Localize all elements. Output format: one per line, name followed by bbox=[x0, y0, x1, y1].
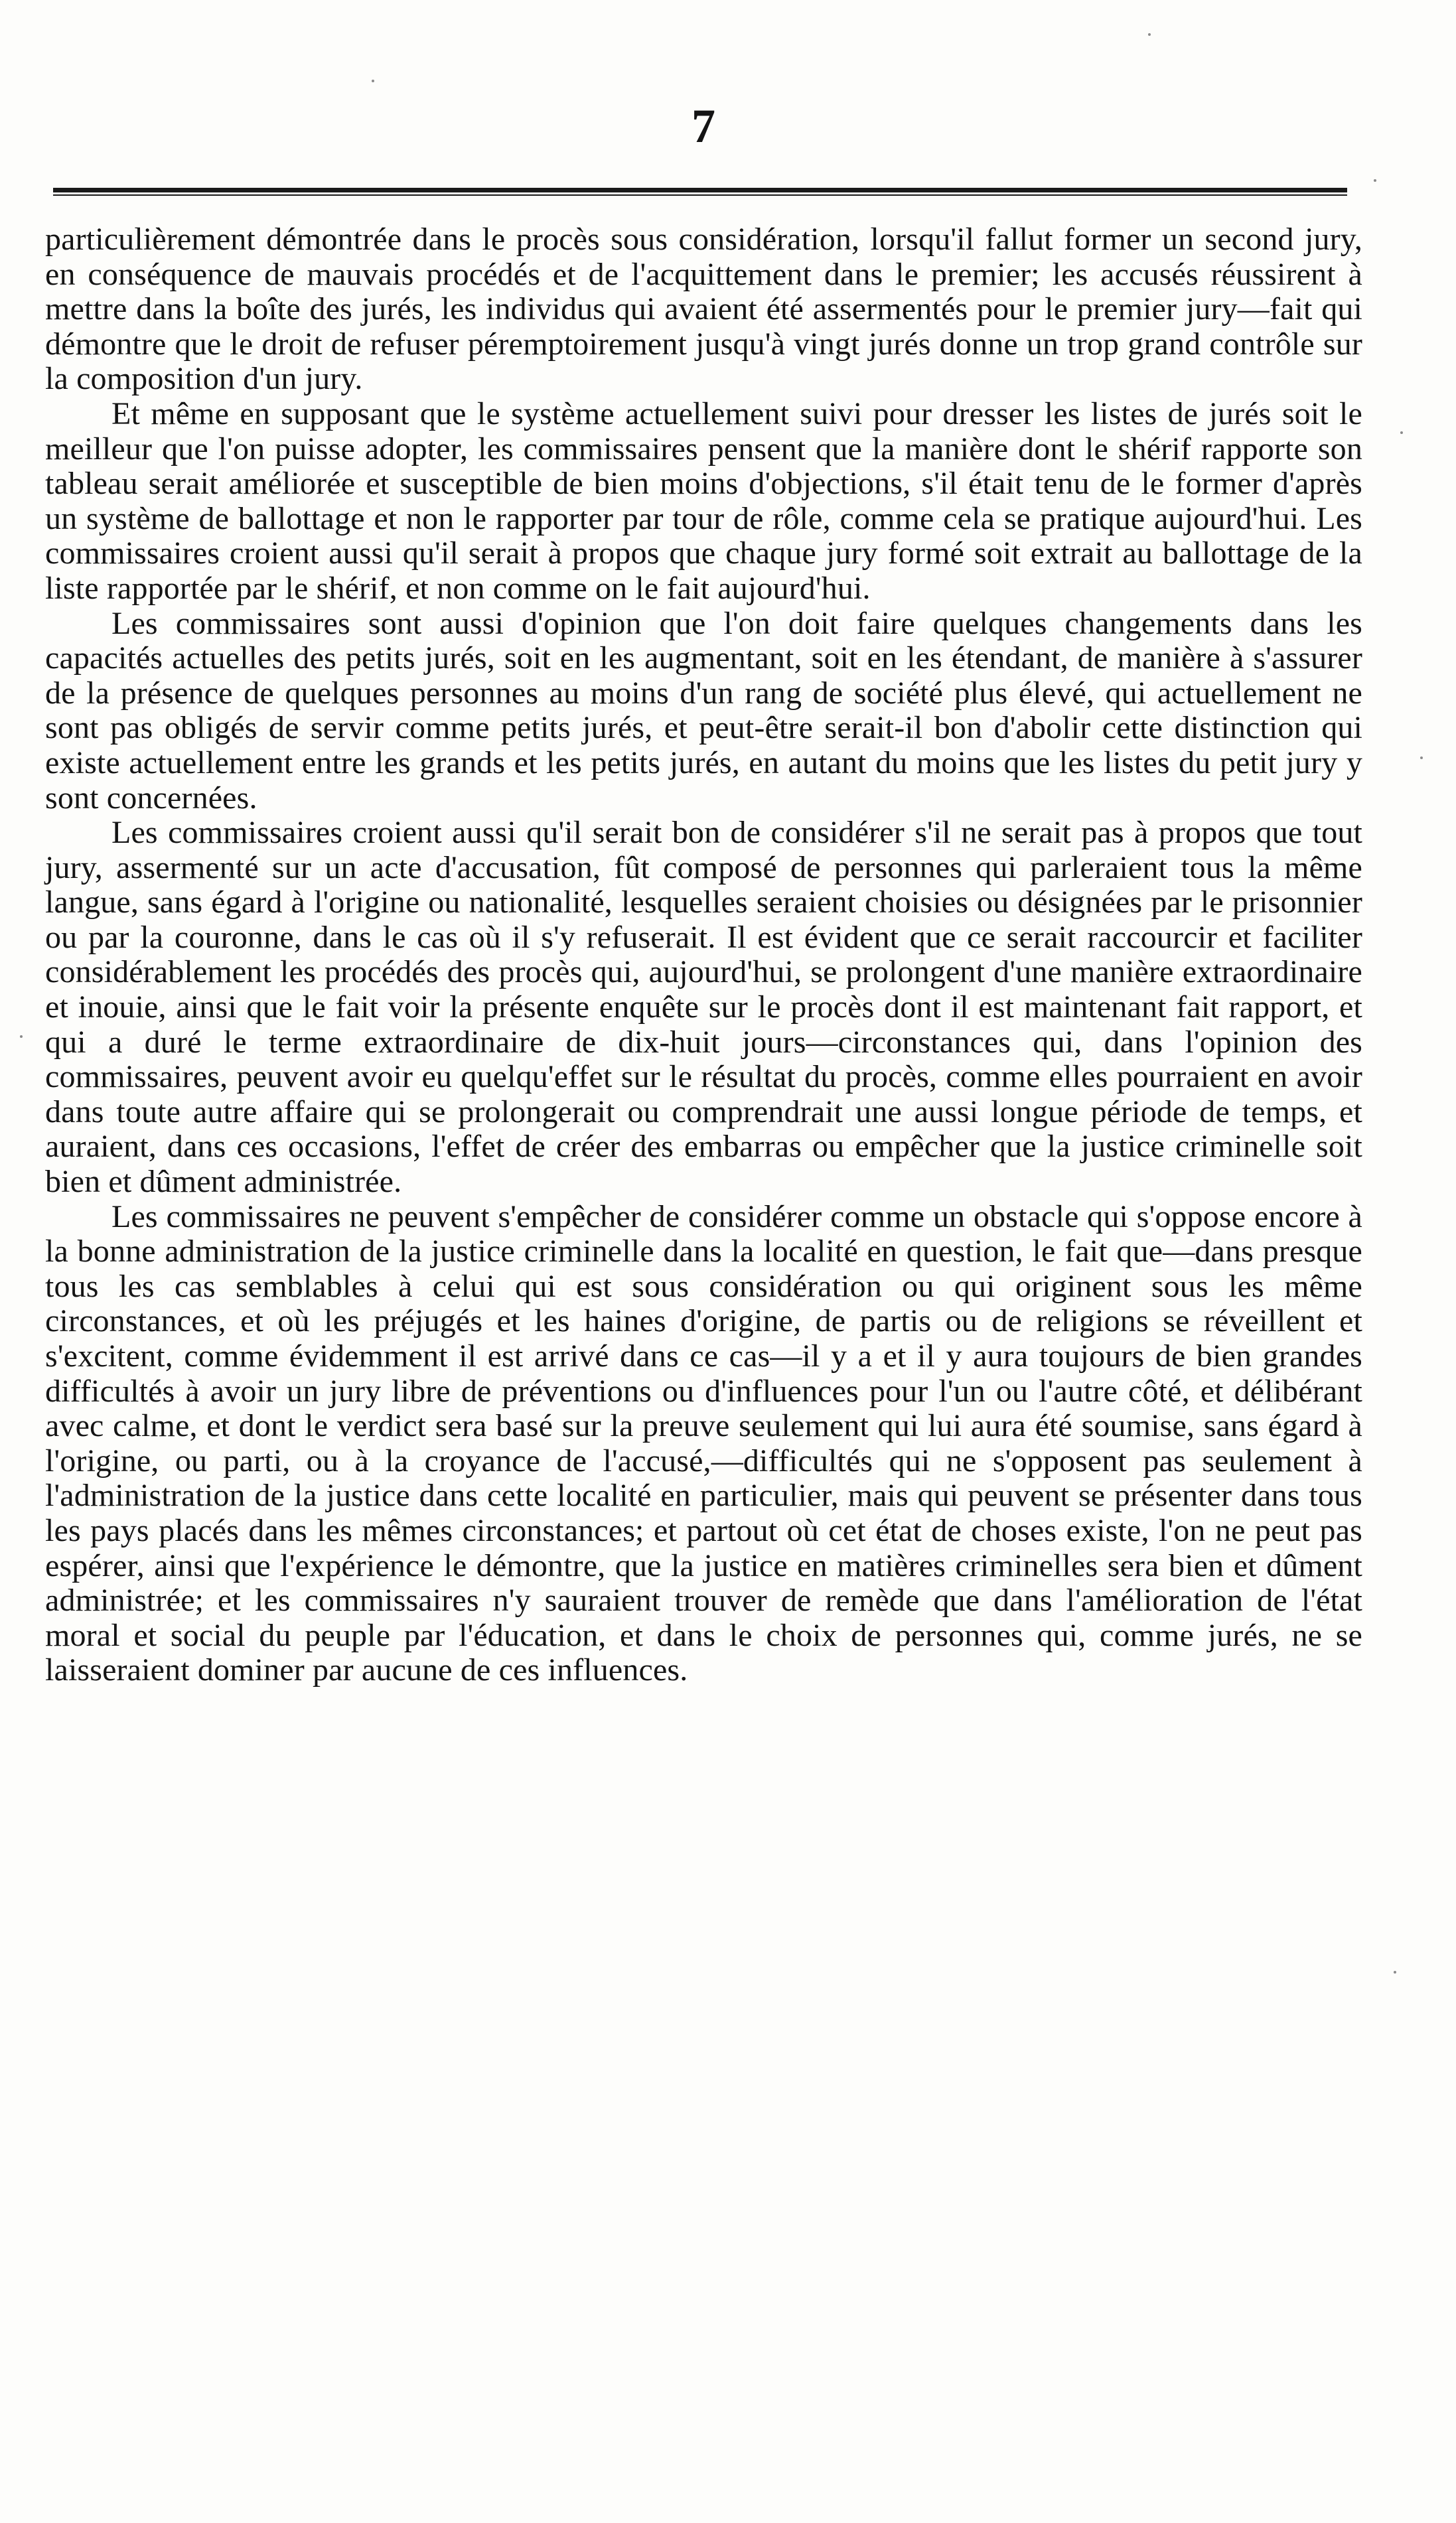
paper-speck bbox=[372, 80, 374, 82]
paper-speck bbox=[1420, 757, 1423, 759]
paragraph-continued: particulièrement démontrée dans le procès sous considération, lorsqu'il fallut former un second jury, en conséquence de mauvais procédés et de l'acquittement dans le premier; les accusés réussirent à mettre dans la boîte des jurés, les individus qui avaient été assermentés pour le premier jury—fait qui démontre que le droit de refuser péremptoirement jusqu'à vingt jurés donne un trop grand contrôle sur la composition d'un jury. bbox=[45, 222, 1362, 397]
paragraph: Les commissaires sont aussi d'opinion que l'on doit faire quelques changements dans les capacités actuelles des petits jurés, soit en les augmentant, soit en les étendant, de manière à s'assurer de la présence de quelques personnes au moins d'un rang de société plus élevé, qui actuellement ne sont pas obligés de servir comme petits jurés, et peut-être serait-il bon d'abolir cette distinction qui existe actuellement entre les grands et les petits jurés, en autant du moins que les listes du petit jury y sont concernées. bbox=[45, 605, 1362, 816]
paper-speck bbox=[1148, 33, 1151, 36]
document-body bbox=[45, 222, 1362, 1688]
paper-speck bbox=[1374, 179, 1376, 182]
paragraph: Les commissaires croient aussi qu'il serait bon de considérer s'il ne serait pas à propos que tout jury, assermenté sur un acte d'accusation, fût composé de personnes qui parleraient tous la même langue, sans égard à l'origine ou nationalité, lesquelles seraient choisies ou désignées par le prisonnier ou par la couronne, dans le cas où il s'y refuserait. Il est évident que ce serait raccourcir et faciliter considérablement les procédés des procès qui, aujourd'hui, se prolongent d'une manière extraordinaire et inouie, ainsi que le fait voir la présente enquête sur le procès dont il est maintenant fait rapport, et qui a duré le terme extraordinaire de dix-huit jours—circonstances qui, dans l'opinion des commissaires, peuvent avoir eu quelqu'effet sur le résultat du procès, comme elles pourraient en avoir dans toute autre affaire qui se prolongerait ou comprendrait une aussi longue période de temps, et auraient, dans ces occasions, l'effet de créer des embarras ou empêcher que la justice criminelle soit bien et dûment administrée. bbox=[45, 815, 1362, 1200]
header-rule bbox=[53, 188, 1347, 196]
paragraph: Et même en supposant que le système actuellement suivi pour dresser les listes de jurés soit le meilleur que l'on puisse adopter, les commissaires pensent que la manière dont le shérif rapporte son tableau serait améliorée et susceptible de bien moins d'objections, s'il était tenu de le former d'après un système de ballottage et non le rapporter par tour de rôle, comme cela se pratique aujourd'hui. Les commissaires croient aussi qu'il serait à propos que chaque jury formé soit extrait au ballottage de la liste rapportée par le shérif, et non comme on le fait aujourd'hui. bbox=[45, 396, 1362, 606]
paper-speck bbox=[1400, 431, 1403, 434]
paragraph: Les commissaires ne peuvent s'empêcher de considérer comme un obstacle qui s'oppose encore à la bonne administration de la justice criminelle dans la localité en question, le fait que—dans presque tous les cas semblables à celui qui est sous considération ou qui originent sous les même circonstances, et où les préjugés et les haines d'origine, de partis ou de religions se réveillent et s'excitent, comme évidemment il est arrivé dans ce cas—il y a et il y aura toujours de bien grandes difficultés à avoir un jury libre de préventions ou d'influences pour l'un ou l'autre côté, et délibérant avec calme, et dont le verdict sera basé sur la preuve seulement qui lui aura été soumise, sans égard à l'origine, ou parti, ou à la croyance de l'accusé,—difficultés qui ne s'opposent pas seulement à l'administration de la justice dans cette localité en particulier, mais qui peuvent se présenter dans tous les pays placés dans les mêmes circonstances; et partout où cet état de choses existe, l'on ne peut pas espérer, ainsi que l'expérience le démontre, que la justice en matières criminelles sera bien et dûment administrée; et les commissaires n'y sauraient trouver de remède que dans l'amélioration de l'état moral et social du peuple par l'éducation, et dans le choix de personnes qui, comme jurés, ne se laisseraient dominer par aucune de ces influences. bbox=[45, 1198, 1362, 1688]
paper-speck bbox=[20, 1035, 23, 1038]
page-number: 7 bbox=[692, 100, 715, 153]
paper-speck bbox=[1394, 1971, 1396, 1974]
